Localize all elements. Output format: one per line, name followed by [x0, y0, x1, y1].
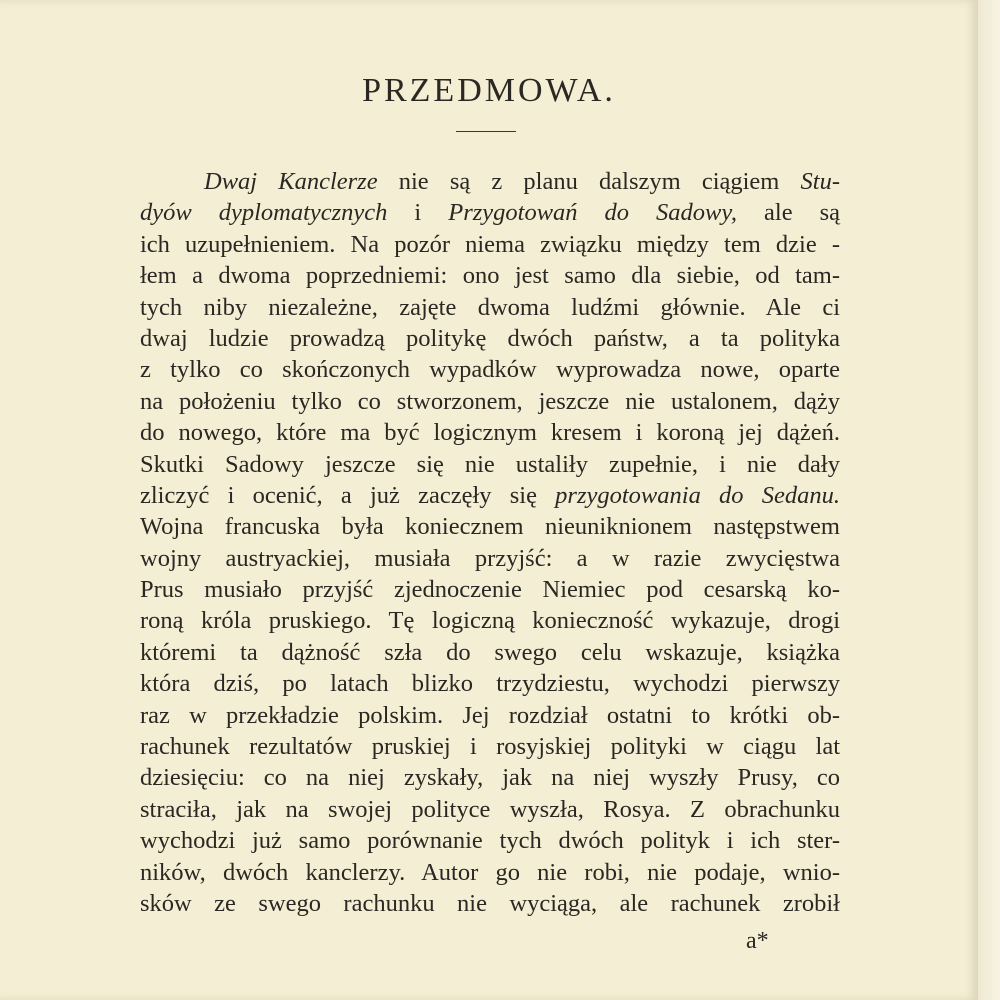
text-segment: i — [387, 199, 449, 227]
page-edge — [978, 0, 1000, 1000]
text-segment: sków ze swego rachunku nie wyciąga, ale rachunek zrobił — [140, 889, 840, 917]
text-line — [140, 197, 840, 228]
italic-text-segment: dyów dyplomatycznych — [140, 199, 388, 227]
preface-text — [140, 166, 840, 919]
text-line — [140, 354, 840, 385]
text-line — [140, 292, 840, 323]
signature-mark: a* — [746, 928, 769, 954]
text-segment: nie są z planu dalszym ciągiem — [377, 168, 801, 195]
text-line — [140, 543, 840, 574]
text-segment: wojny austryackiej, musiała przyjść: a w razie zwycięstwa — [140, 544, 840, 572]
italic-text-segment: Dwaj Kanclerze — [204, 168, 378, 195]
text-line — [140, 857, 840, 888]
italic-text-segment: przygotowania do Sedanu. — [555, 481, 840, 509]
text-segment: dwaj ludzie prowadzą politykę dwóch państw, a ta polityka — [140, 324, 840, 352]
text-segment: straciła, jak na swojej polityce wyszła, Rosya. Z obrachunku — [140, 795, 840, 823]
text-line — [140, 574, 840, 605]
text-line — [140, 166, 840, 197]
text-segment: łem a dwoma poprzedniemi: ono jest samo dla siebie, od tam- — [140, 262, 840, 290]
text-line — [140, 323, 840, 354]
text-segment: zliczyć i ocenić, a już zaczęły się — [140, 481, 556, 509]
text-line — [140, 731, 840, 762]
text-line — [140, 762, 840, 793]
title-rule — [456, 131, 516, 132]
text-line — [140, 700, 840, 731]
text-segment: na położeniu tylko co stworzonem, jeszcze nie ustalonem, dąży — [140, 387, 840, 415]
text-line — [140, 480, 840, 511]
text-segment: któremi ta dążność szła do swego celu wskazuje, książka — [140, 638, 840, 666]
text-segment: z tylko co skończonych wypadków wyprowadza nowe, oparte — [140, 356, 840, 384]
text-segment: która dziś, po latach blizko trzydziestu, wychodzi pierwszy — [140, 670, 840, 698]
text-segment: Skutki Sadowy jeszcze się nie ustaliły zupełnie, i nie dały — [140, 450, 840, 478]
text-line — [140, 605, 840, 636]
text-segment: tych niby niezależne, zajęte dwoma ludźmi głównie. Ale ci — [140, 293, 840, 321]
text-line — [140, 449, 840, 480]
text-line — [140, 825, 840, 856]
text-segment: dziesięciu: co na niej zyskały, jak na niej wyszły Prusy, co — [140, 764, 840, 792]
text-line — [140, 637, 840, 668]
text-segment: Wojna francuska była koniecznem nieuniknionem następstwem — [140, 513, 840, 541]
text-line — [140, 668, 840, 699]
italic-text-segment: Stu- — [800, 168, 840, 195]
text-segment: raz w przekładzie polskim. Jej rozdział ostatni to krótki ob- — [140, 701, 840, 729]
text-segment: rachunek rezultatów pruskiej i rosyjskiej polityki w ciągu lat — [140, 733, 840, 761]
text-segment: ale są — [737, 199, 841, 227]
text-segment: Prus musiało przyjść zjednoczenie Niemiec pod cesarską ko- — [140, 576, 840, 604]
text-segment: roną króla pruskiego. Tę logiczną konieczność wykazuje, drogi — [140, 607, 840, 635]
text-line — [140, 511, 840, 542]
text-segment: ich uzupełnieniem. Na pozór niema związku między tem dzie - — [140, 230, 840, 258]
text-segment: do nowego, które ma być logicznym kresem i koroną jej dążeń. — [140, 419, 840, 447]
text-line — [140, 888, 840, 919]
text-line — [140, 260, 840, 291]
italic-text-segment: Przygotowań do Sadowy, — [448, 199, 738, 227]
text-line — [140, 794, 840, 825]
page-title: PRZEDMOWA. — [362, 72, 616, 109]
text-line — [140, 417, 840, 448]
text-line — [140, 386, 840, 417]
text-segment: wychodzi już samo porównanie tych dwóch polityk i ich ster- — [140, 827, 840, 855]
text-segment: ników, dwóch kanclerzy. Autor go nie robi, nie podaje, wnio- — [140, 858, 840, 886]
text-line — [140, 229, 840, 260]
